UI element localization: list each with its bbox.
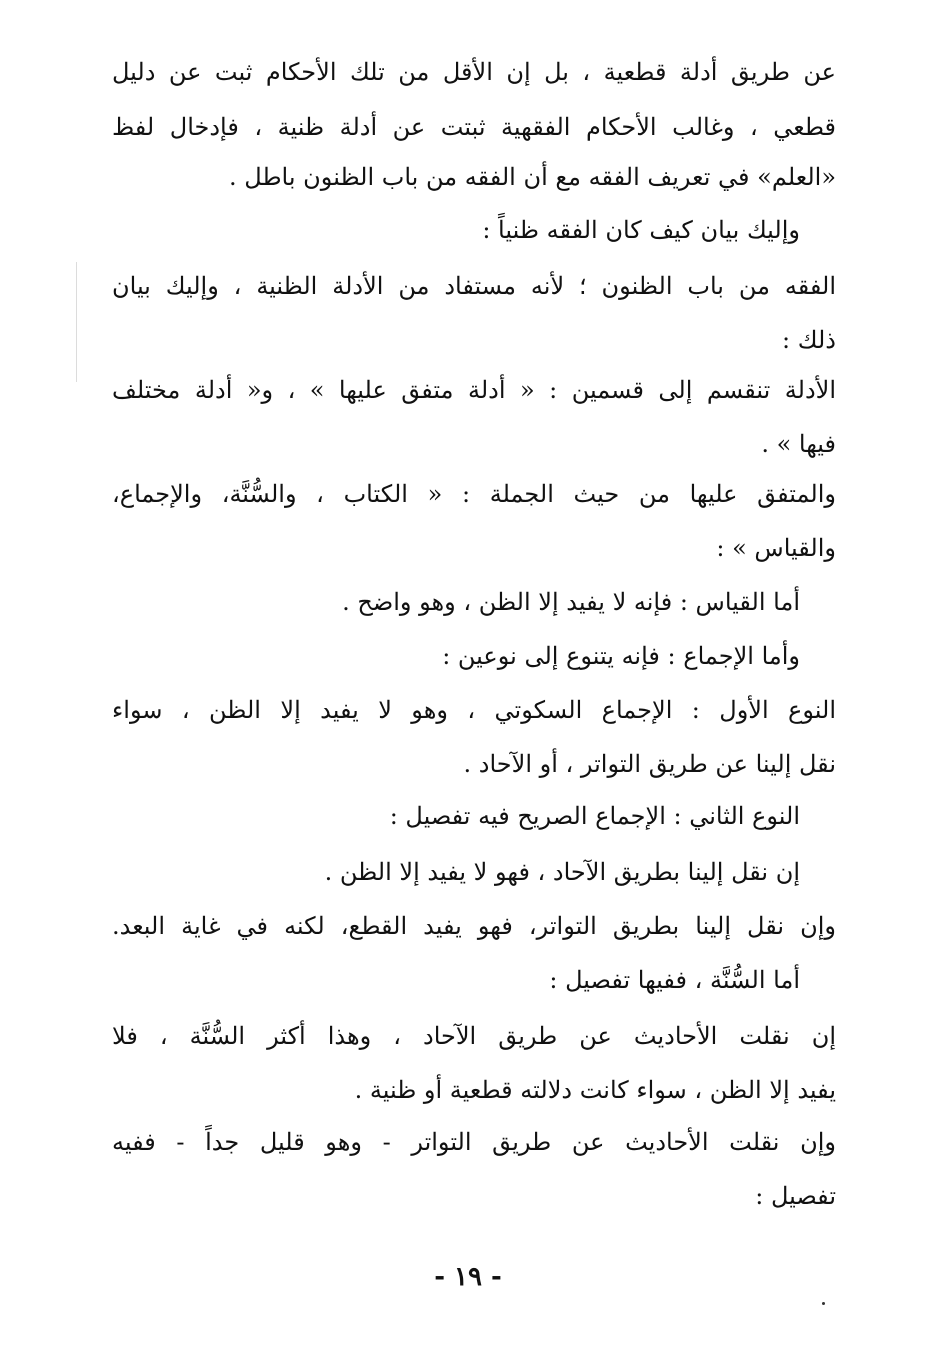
text-line: فيها » . xyxy=(761,430,836,458)
text-line: الفقه من باب الظنون ؛ لأنه مستفاد من الأدلة الظنية ، وإليك بيان xyxy=(112,272,836,300)
text-line: «العلم» في تعريف الفقه مع أن الفقه من باب الظنون باطل . xyxy=(229,163,836,191)
scan-speck xyxy=(822,1302,825,1305)
text-line: أما القياس : فإنه لا يفيد إلا الظن ، وهو واضح . xyxy=(342,588,800,616)
text-line: إن نقلت الأحاديث عن طريق الآحاد ، وهذا أكثر السُّنَّة ، فلا xyxy=(112,1022,836,1050)
text-line: وإليك بيان كيف كان الفقه ظنياً : xyxy=(482,216,800,244)
text-line: نقل إلينا عن طريق التواتر ، أو الآحاد . xyxy=(463,750,836,778)
text-line: يفيد إلا الظن ، سواء كانت دلالته قطعية أو ظنية . xyxy=(354,1076,836,1104)
text-line: النوع الثاني : الإجماع الصريح فيه تفصيل : xyxy=(389,802,800,830)
text-line: عن طريق أدلة قطعية ، بل إن الأقل من تلك الأحكام ثبت عن دليل xyxy=(112,58,836,86)
scan-margin-mark xyxy=(76,262,77,382)
page-number: - ١٩ - xyxy=(434,1262,502,1292)
text-line: وإن نقلت الأحاديث عن طريق التواتر - وهو قليل جداً - ففيه xyxy=(112,1128,836,1156)
text-line: إن نقل إلينا بطريق الآحاد ، فهو لا يفيد إلا الظن . xyxy=(324,858,800,886)
text-line: وأما الإجماع : فإنه يتنوع إلى نوعين : xyxy=(442,642,800,670)
text-line: أما السُّنَّة ، ففيها تفصيل : xyxy=(549,966,800,994)
text-line: والقياس » : xyxy=(716,534,836,562)
text-line: الأدلة تنقسم إلى قسمين : « أدلة متفق عليها » ، و« أدلة مختلف xyxy=(112,376,836,404)
text-line: ذلك : xyxy=(782,326,836,354)
text-line: قطعي ، وغالب الأحكام الفقهية ثبتت عن أدلة ظنية ، فإدخال لفظ xyxy=(112,113,836,141)
text-line: النوع الأول : الإجماع السكوتي ، وهو لا يفيد إلا الظن ، سواء xyxy=(112,696,836,724)
text-line: والمتفق عليها من حيث الجملة : « الكتاب ، والسُّنَّة، والإجماع، xyxy=(112,480,836,508)
text-line: وإن نقل إلينا بطريق التواتر، فهو يفيد القطع، لكنه في غاية البعد. xyxy=(112,912,836,940)
text-line: تفصيل : xyxy=(755,1182,836,1210)
